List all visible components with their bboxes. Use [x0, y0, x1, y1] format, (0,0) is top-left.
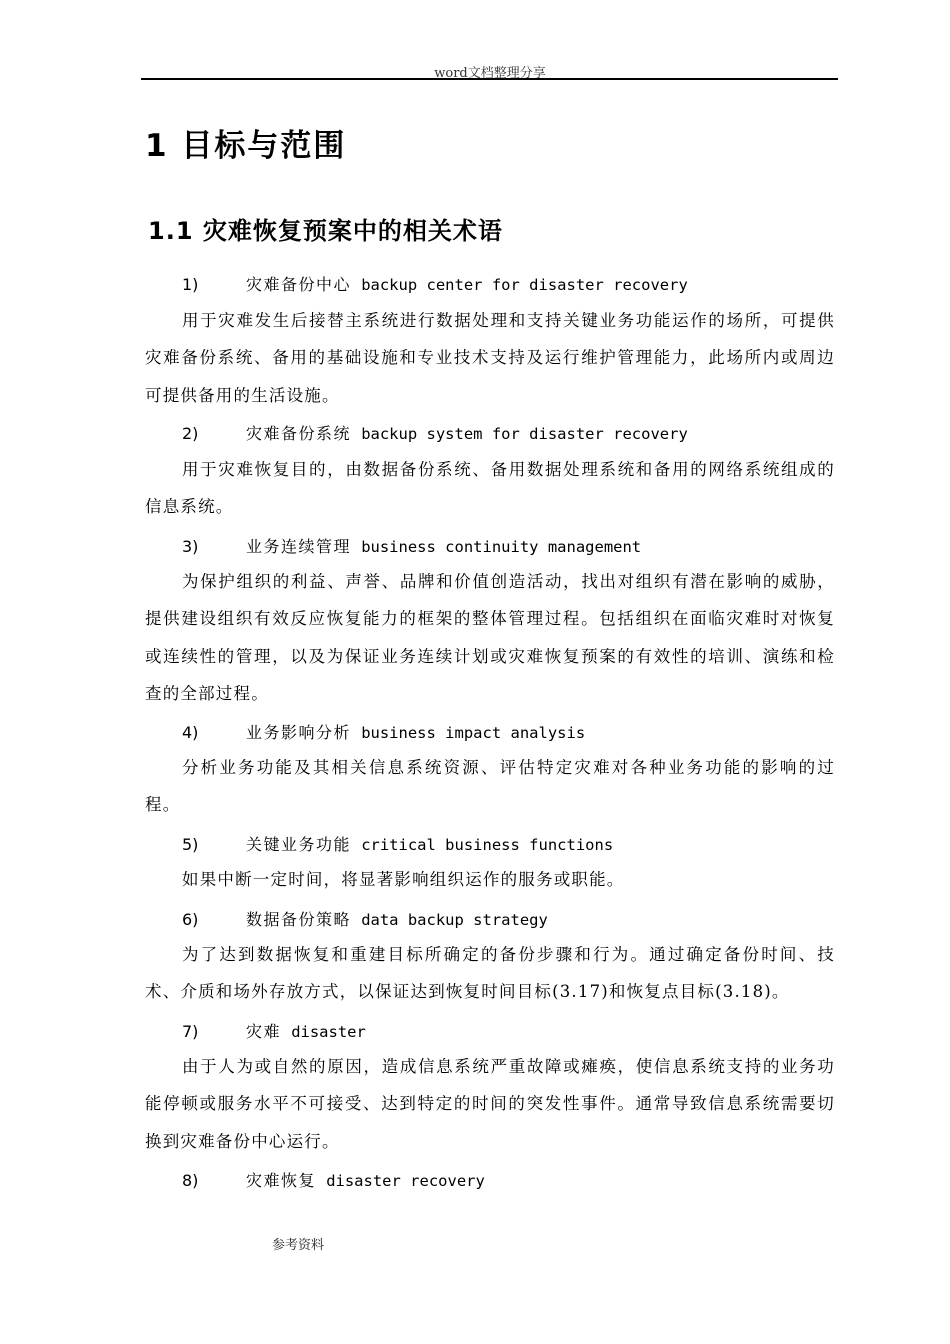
- term-definition: 由于人为或自然的原因，造成信息系统严重故障或瘫痪，使信息系统支持的业务功能停顿或服务水平不可接受、达到特定的时间的突发性事件。通常导致信息系统需要切换到灾难备份中心运行。: [145, 1057, 835, 1151]
- term-definition: 分析业务功能及其相关信息系统资源、评估特定灾难对各种业务功能的影响的过程。: [145, 758, 835, 815]
- section-heading: 1.1 灾难恢复预案中的相关术语: [148, 217, 503, 245]
- term-title: 1) 灾难备份中心 backup center for disaster recovery: [182, 275, 688, 294]
- term-definition: 用于灾难发生后接替主系统进行数据处理和支持关键业务功能运作的场所，可提供灾难备份系统、备用的基础设施和专业技术支持及运行维护管理能力，此场所内或周边可提供备用的生活设施。: [145, 311, 835, 405]
- page-footer: 参考资料: [272, 1238, 325, 1253]
- term-definition: 为了达到数据恢复和重建目标所确定的备份步骤和行为。通过确定备份时间、技术、介质和场外存放方式，以保证达到恢复时间目标(3.17)和恢复点目标(3.18)。: [145, 945, 835, 1002]
- term-definition: 用于灾难恢复目的，由数据备份系统、备用数据处理系统和备用的网络系统组成的信息系统。: [145, 460, 835, 517]
- page-header: word文档整理分享: [434, 66, 546, 81]
- term-title: 6) 数据备份策略 data backup strategy: [182, 910, 548, 929]
- chapter-heading: 1 目标与范围: [145, 128, 347, 164]
- term-title: 7) 灾难 disaster: [182, 1022, 366, 1041]
- term-definition: 如果中断一定时间，将显著影响组织运作的服务或职能。: [182, 870, 625, 889]
- term-definition: 为保护组织的利益、声誉、品牌和价值创造活动，找出对组织有潜在影响的威胁，提供建设组织有效反应恢复能力的框架的整体管理过程。包括组织在面临灾难时对恢复或连续性的管理，以及为保证业务连续计划或灾难恢复预案的有效性的培训、演练和检查的全部过程。: [145, 572, 835, 703]
- term-title: 8) 灾难恢复 disaster recovery: [182, 1171, 485, 1190]
- term-title: 2) 灾难备份系统 backup system for disaster recovery: [182, 424, 688, 443]
- term-title: 4) 业务影响分析 business impact analysis: [182, 723, 586, 742]
- header-rule: [141, 78, 838, 80]
- term-title: 3) 业务连续管理 business continuity management: [182, 537, 642, 556]
- term-title: 5) 关键业务功能 critical business functions: [182, 835, 614, 854]
